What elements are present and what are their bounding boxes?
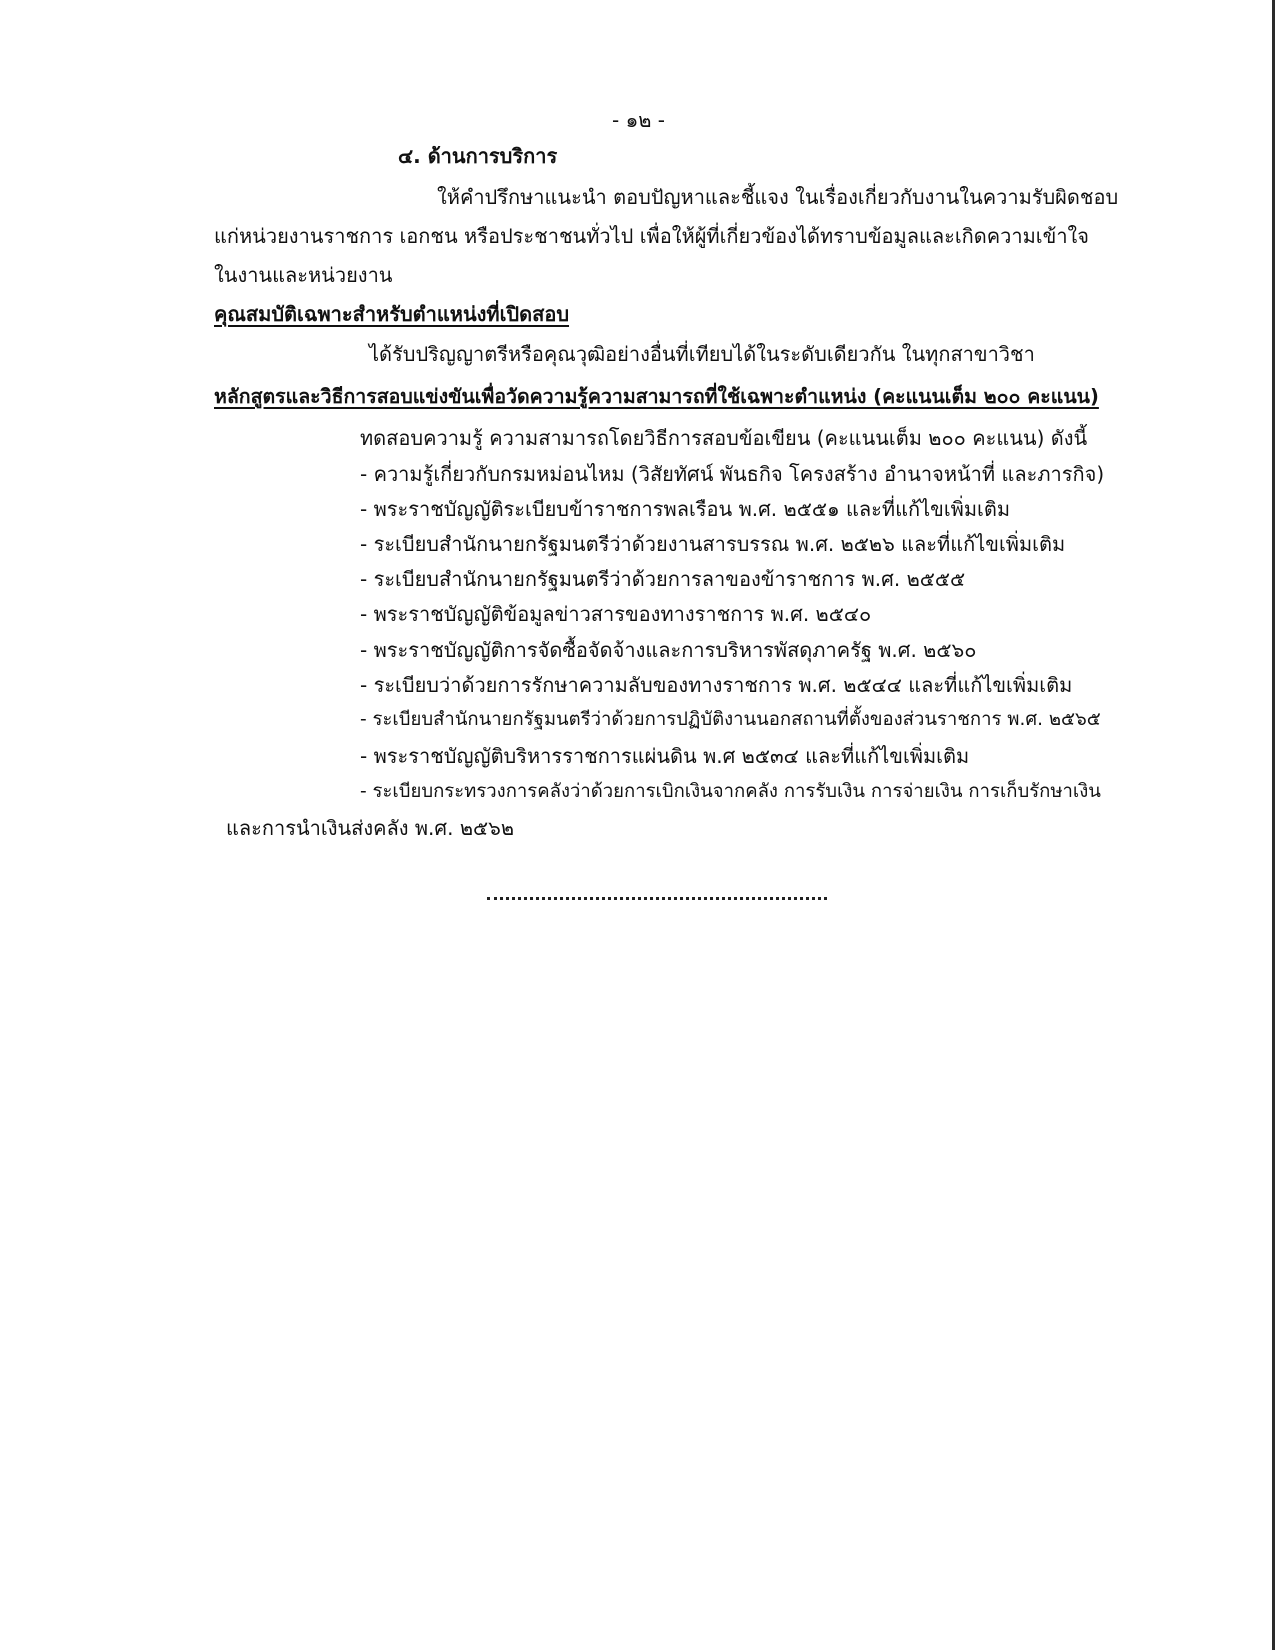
end-dotted-rule (487, 897, 827, 900)
exam-item: - พระราชบัญญัติข้อมูลข่าวสารของทางราชการ พ.ศ. ๒๕๔๐ (360, 602, 872, 626)
exam-heading: หลักสูตรและวิธีการสอบแข่งขันเพื่อวัดความรู้ความสามารถที่ใช้เฉพาะตำแหน่ง (คะแนนเต็ม ๒๐๐ คะแนน) (214, 385, 1099, 408)
paragraph-line: ให้คำปรึกษาแนะนำ ตอบปัญหาและชี้แจง ในเรื่องเกี่ยวกับงานในความรับผิดชอบ (437, 185, 1119, 209)
paragraph-line: แก่หน่วยงานราชการ เอกชน หรือประชาชนทั่วไป เพื่อให้ผู้ที่เกี่ยวข้องได้ทราบข้อมูลและเกิดความเข้าใจ (214, 224, 1090, 248)
paragraph-line: ในงานและหน่วยงาน (214, 263, 393, 287)
exam-item: - ระเบียบว่าด้วยการรักษาความลับของทางราชการ พ.ศ. ๒๕๔๔ และที่แก้ไขเพิ่มเติม (360, 673, 1073, 697)
exam-item: - พระราชบัญญัติการจัดซื้อจัดจ้างและการบริหารพัสดุภาครัฐ พ.ศ. ๒๕๖๐ (360, 638, 977, 662)
exam-item: - พระราชบัญญัติบริหารราชการแผ่นดิน พ.ศ ๒๕๓๔ และที่แก้ไขเพิ่มเติม (360, 744, 970, 768)
section-heading: ๔. ด้านการบริการ (398, 144, 558, 168)
exam-item: - ระเบียบกระทรวงการคลังว่าด้วยการเบิกเงินจากคลัง การรับเงิน การจ่ายเงิน การเก็บรักษาเงิน (360, 781, 1101, 802)
exam-item: - ความรู้เกี่ยวกับกรมหม่อนไหม (วิสัยทัศน์ พันธกิจ โครงสร้าง อำนาจหน้าที่ และภารกิจ) (360, 462, 1105, 486)
qualifications-heading: คุณสมบัติเฉพาะสำหรับตำแหน่งที่เปิดสอบ (214, 302, 570, 326)
exam-intro: ทดสอบความรู้ ความสามารถโดยวิธีการสอบข้อเขียน (คะแนนเต็ม ๒๐๐ คะแนน) ดังนี้ (360, 426, 1088, 450)
qualifications-text: ได้รับปริญญาตรีหรือคุณวุฒิอย่างอื่นที่เทียบได้ในระดับเดียวกัน ในทุกสาขาวิชา (369, 342, 1035, 366)
page-number: - ๑๒ - (612, 108, 666, 132)
exam-item: - ระเบียบสำนักนายกรัฐมนตรีว่าด้วยงานสารบรรณ พ.ศ. ๒๕๒๖ และที่แก้ไขเพิ่มเติม (360, 532, 1066, 556)
exam-item: - ระเบียบสำนักนายกรัฐมนตรีว่าด้วยการปฏิบัติงานนอกสถานที่ตั้งของส่วนราชการ พ.ศ. ๒๕๖๕ (360, 709, 1101, 730)
exam-item: - พระราชบัญญัติระเบียบข้าราชการพลเรือน พ.ศ. ๒๕๕๑ และที่แก้ไขเพิ่มเติม (360, 497, 1011, 521)
exam-item-continuation: และการนำเงินส่งคลัง พ.ศ. ๒๕๖๒ (226, 816, 515, 840)
exam-item: - ระเบียบสำนักนายกรัฐมนตรีว่าด้วยการลาของข้าราชการ พ.ศ. ๒๕๕๕ (360, 567, 966, 591)
